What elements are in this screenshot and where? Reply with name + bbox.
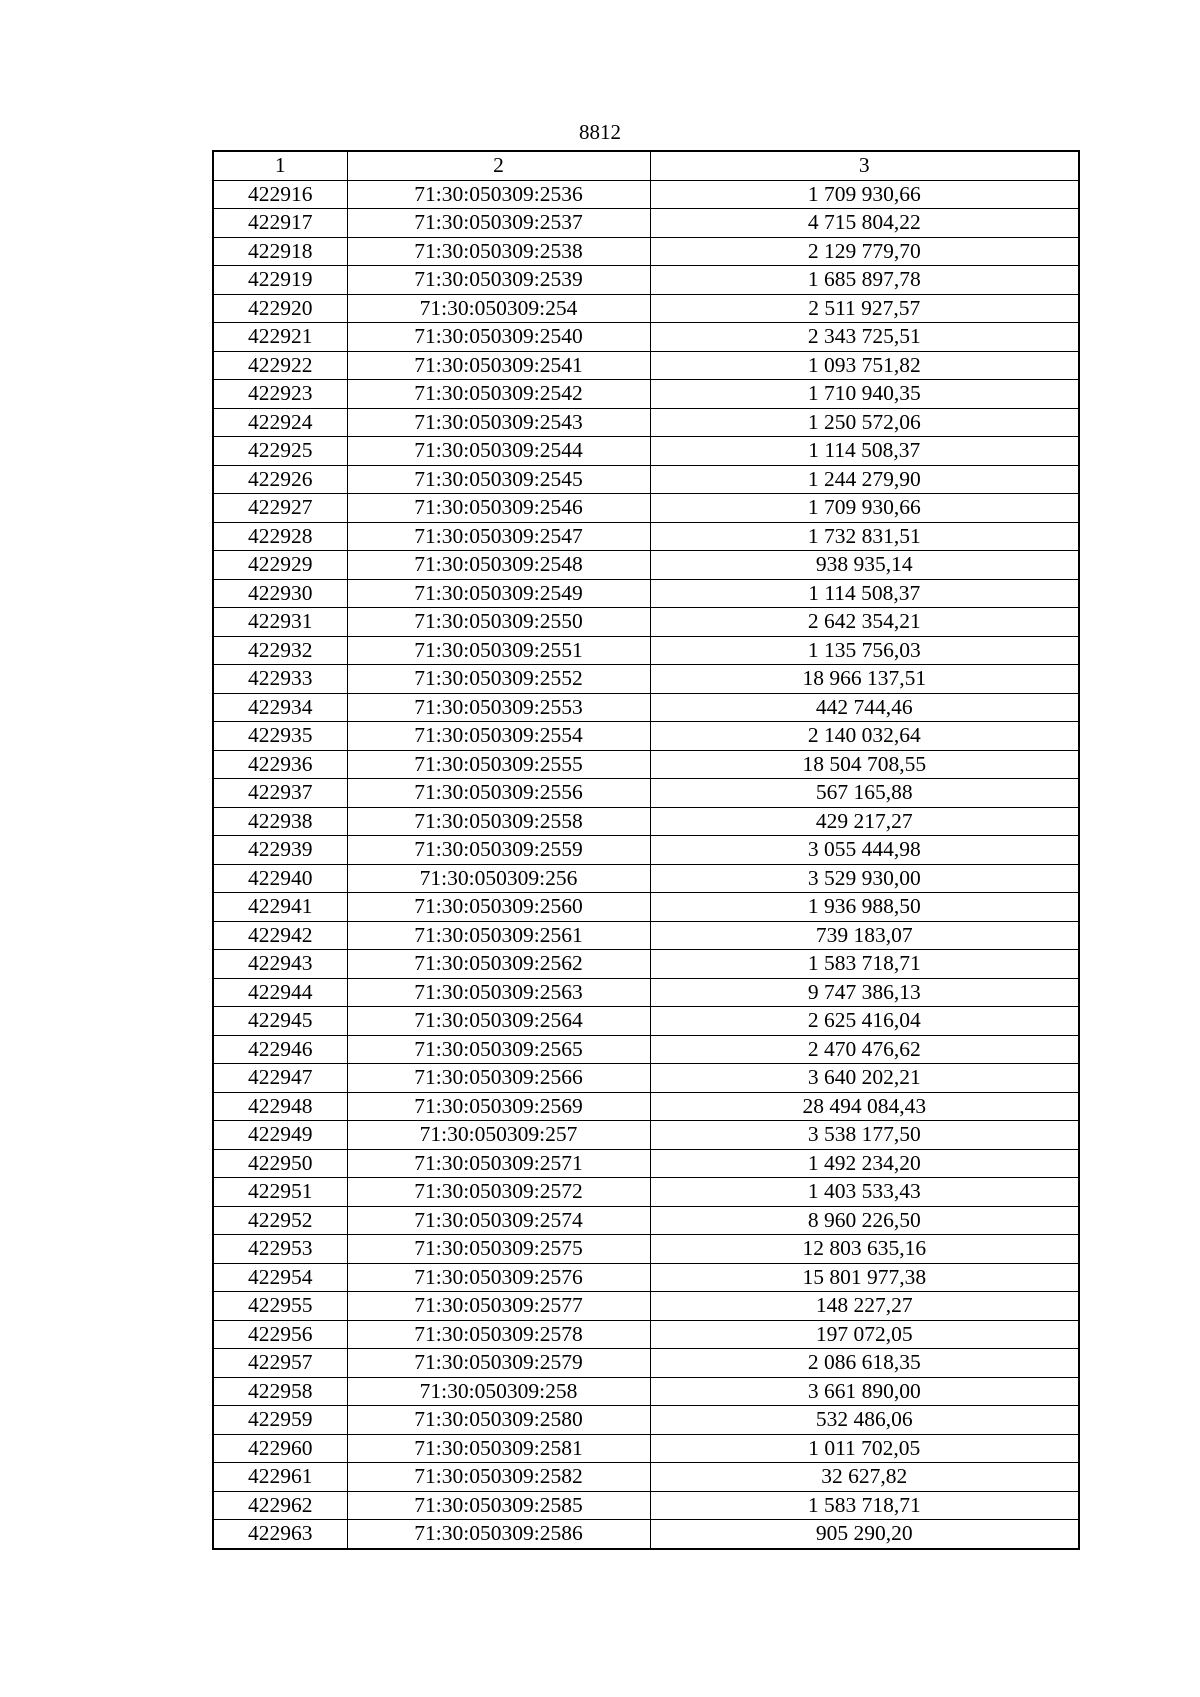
table-row xyxy=(213,294,1079,323)
table-row xyxy=(213,522,1079,551)
row-number-cell: 422943 xyxy=(213,950,347,979)
cadastral-number-cell: 71:30:050309:2563 xyxy=(347,978,650,1007)
value-cell: 28 494 084,43 xyxy=(650,1092,1079,1121)
row-number-cell: 422936 xyxy=(213,750,347,779)
table-row xyxy=(213,551,1079,580)
value-cell: 18 966 137,51 xyxy=(650,665,1079,694)
row-number-cell: 422960 xyxy=(213,1434,347,1463)
cadastral-number-cell: 71:30:050309:2572 xyxy=(347,1178,650,1207)
cadastral-number-cell: 71:30:050309:2577 xyxy=(347,1292,650,1321)
row-number-cell: 422933 xyxy=(213,665,347,694)
column-header: 2 xyxy=(347,151,650,180)
table-row xyxy=(213,1178,1079,1207)
table-row xyxy=(213,1035,1079,1064)
cadastral-number-cell: 71:30:050309:2560 xyxy=(347,893,650,922)
table-row xyxy=(213,978,1079,1007)
row-number-cell: 422924 xyxy=(213,408,347,437)
cadastral-number-cell: 71:30:050309:2544 xyxy=(347,437,650,466)
table-row xyxy=(213,1434,1079,1463)
cadastral-number-cell: 71:30:050309:2555 xyxy=(347,750,650,779)
value-cell: 12 803 635,16 xyxy=(650,1235,1079,1264)
row-number-cell: 422937 xyxy=(213,779,347,808)
table-row xyxy=(213,351,1079,380)
table-row xyxy=(213,1349,1079,1378)
row-number-cell: 422935 xyxy=(213,722,347,751)
value-cell: 2 129 779,70 xyxy=(650,237,1079,266)
row-number-cell: 422923 xyxy=(213,380,347,409)
table-row xyxy=(213,1320,1079,1349)
value-cell: 1 244 279,90 xyxy=(650,465,1079,494)
row-number-cell: 422925 xyxy=(213,437,347,466)
cadastral-number-cell: 71:30:050309:2586 xyxy=(347,1520,650,1549)
row-number-cell: 422953 xyxy=(213,1235,347,1264)
value-cell: 1 135 756,03 xyxy=(650,636,1079,665)
row-number-cell: 422938 xyxy=(213,807,347,836)
value-cell: 1 685 897,78 xyxy=(650,266,1079,295)
cadastral-number-cell: 71:30:050309:2580 xyxy=(347,1406,650,1435)
table-row xyxy=(213,864,1079,893)
cadastral-number-cell: 71:30:050309:256 xyxy=(347,864,650,893)
value-cell: 1 709 930,66 xyxy=(650,180,1079,209)
cadastral-number-cell: 71:30:050309:2585 xyxy=(347,1491,650,1520)
value-cell: 18 504 708,55 xyxy=(650,750,1079,779)
table-row xyxy=(213,1235,1079,1264)
row-number-cell: 422926 xyxy=(213,465,347,494)
value-cell: 2 086 618,35 xyxy=(650,1349,1079,1378)
cadastral-number-cell: 71:30:050309:2553 xyxy=(347,693,650,722)
table-body xyxy=(213,151,1079,1549)
row-number-cell: 422959 xyxy=(213,1406,347,1435)
value-cell: 1 011 702,05 xyxy=(650,1434,1079,1463)
row-number-cell: 422948 xyxy=(213,1092,347,1121)
cadastral-number-cell: 71:30:050309:2554 xyxy=(347,722,650,751)
value-cell: 1 583 718,71 xyxy=(650,950,1079,979)
table-row xyxy=(213,1149,1079,1178)
row-number-cell: 422930 xyxy=(213,579,347,608)
row-number-cell: 422916 xyxy=(213,180,347,209)
row-number-cell: 422950 xyxy=(213,1149,347,1178)
value-cell: 1 114 508,37 xyxy=(650,579,1079,608)
cadastral-number-cell: 71:30:050309:2541 xyxy=(347,351,650,380)
row-number-cell: 422952 xyxy=(213,1206,347,1235)
value-cell: 1 732 831,51 xyxy=(650,522,1079,551)
value-cell: 2 625 416,04 xyxy=(650,1007,1079,1036)
cadastral-number-cell: 71:30:050309:2545 xyxy=(347,465,650,494)
table-row xyxy=(213,1520,1079,1549)
cadastral-number-cell: 71:30:050309:2576 xyxy=(347,1263,650,1292)
table-row xyxy=(213,494,1079,523)
row-number-cell: 422934 xyxy=(213,693,347,722)
row-number-cell: 422963 xyxy=(213,1520,347,1549)
table-row xyxy=(213,893,1079,922)
table-row xyxy=(213,1064,1079,1093)
cadastral-number-cell: 71:30:050309:2551 xyxy=(347,636,650,665)
cadastral-number-cell: 71:30:050309:2549 xyxy=(347,579,650,608)
cadastral-number-cell: 71:30:050309:2581 xyxy=(347,1434,650,1463)
cadastral-number-cell: 71:30:050309:2556 xyxy=(347,779,650,808)
value-cell: 148 227,27 xyxy=(650,1292,1079,1321)
value-cell: 442 744,46 xyxy=(650,693,1079,722)
table-row xyxy=(213,836,1079,865)
cadastral-number-cell: 71:30:050309:2566 xyxy=(347,1064,650,1093)
value-cell: 1 709 930,66 xyxy=(650,494,1079,523)
table-row xyxy=(213,1263,1079,1292)
table-row xyxy=(213,180,1079,209)
row-number-cell: 422941 xyxy=(213,893,347,922)
table-row xyxy=(213,579,1079,608)
table-row xyxy=(213,323,1079,352)
row-number-cell: 422922 xyxy=(213,351,347,380)
table-row xyxy=(213,237,1079,266)
cadastral-number-cell: 71:30:050309:2564 xyxy=(347,1007,650,1036)
row-number-cell: 422917 xyxy=(213,209,347,238)
table-header-row xyxy=(213,151,1079,180)
table-row xyxy=(213,408,1079,437)
cadastral-number-cell: 71:30:050309:2546 xyxy=(347,494,650,523)
value-cell: 567 165,88 xyxy=(650,779,1079,808)
row-number-cell: 422939 xyxy=(213,836,347,865)
table-row xyxy=(213,1292,1079,1321)
cadastral-number-cell: 71:30:050309:2561 xyxy=(347,921,650,950)
row-number-cell: 422919 xyxy=(213,266,347,295)
row-number-cell: 422931 xyxy=(213,608,347,637)
value-cell: 2 470 476,62 xyxy=(650,1035,1079,1064)
value-cell: 2 511 927,57 xyxy=(650,294,1079,323)
row-number-cell: 422951 xyxy=(213,1178,347,1207)
cadastral-number-cell: 71:30:050309:2543 xyxy=(347,408,650,437)
value-cell: 1 583 718,71 xyxy=(650,1491,1079,1520)
row-number-cell: 422958 xyxy=(213,1377,347,1406)
row-number-cell: 422942 xyxy=(213,921,347,950)
table-row xyxy=(213,807,1079,836)
value-cell: 3 538 177,50 xyxy=(650,1121,1079,1150)
value-cell: 1 114 508,37 xyxy=(650,437,1079,466)
value-cell: 3 529 930,00 xyxy=(650,864,1079,893)
cadastral-number-cell: 71:30:050309:2552 xyxy=(347,665,650,694)
row-number-cell: 422940 xyxy=(213,864,347,893)
table-row xyxy=(213,1121,1079,1150)
row-number-cell: 422929 xyxy=(213,551,347,580)
cadastral-number-cell: 71:30:050309:2538 xyxy=(347,237,650,266)
column-header: 1 xyxy=(213,151,347,180)
row-number-cell: 422945 xyxy=(213,1007,347,1036)
cadastral-number-cell: 71:30:050309:2569 xyxy=(347,1092,650,1121)
cadastral-number-cell: 71:30:050309:2582 xyxy=(347,1463,650,1492)
row-number-cell: 422932 xyxy=(213,636,347,665)
row-number-cell: 422962 xyxy=(213,1491,347,1520)
table-row xyxy=(213,380,1079,409)
cadastral-number-cell: 71:30:050309:2565 xyxy=(347,1035,650,1064)
value-cell: 429 217,27 xyxy=(650,807,1079,836)
table-row xyxy=(213,608,1079,637)
cadastral-number-cell: 71:30:050309:2539 xyxy=(347,266,650,295)
cadastral-number-cell: 71:30:050309:2579 xyxy=(347,1349,650,1378)
table-row xyxy=(213,693,1079,722)
cadastral-number-cell: 71:30:050309:257 xyxy=(347,1121,650,1150)
row-number-cell: 422955 xyxy=(213,1292,347,1321)
value-cell: 3 055 444,98 xyxy=(650,836,1079,865)
cadastral-number-cell: 71:30:050309:2562 xyxy=(347,950,650,979)
value-cell: 2 642 354,21 xyxy=(650,608,1079,637)
cadastral-number-cell: 71:30:050309:2536 xyxy=(347,180,650,209)
table-row xyxy=(213,750,1079,779)
value-cell: 15 801 977,38 xyxy=(650,1263,1079,1292)
row-number-cell: 422957 xyxy=(213,1349,347,1378)
row-number-cell: 422927 xyxy=(213,494,347,523)
row-number-cell: 422961 xyxy=(213,1463,347,1492)
row-number-cell: 422949 xyxy=(213,1121,347,1150)
cadastral-number-cell: 71:30:050309:2558 xyxy=(347,807,650,836)
value-cell: 3 661 890,00 xyxy=(650,1377,1079,1406)
row-number-cell: 422928 xyxy=(213,522,347,551)
value-cell: 532 486,06 xyxy=(650,1406,1079,1435)
row-number-cell: 422947 xyxy=(213,1064,347,1093)
cadastral-number-cell: 71:30:050309:2540 xyxy=(347,323,650,352)
cadastral-number-cell: 71:30:050309:254 xyxy=(347,294,650,323)
table-row xyxy=(213,1406,1079,1435)
value-cell: 8 960 226,50 xyxy=(650,1206,1079,1235)
table-row xyxy=(213,1377,1079,1406)
cadastral-number-cell: 71:30:050309:2574 xyxy=(347,1206,650,1235)
value-cell: 1 492 234,20 xyxy=(650,1149,1079,1178)
value-cell: 197 072,05 xyxy=(650,1320,1079,1349)
cadastral-number-cell: 71:30:050309:258 xyxy=(347,1377,650,1406)
table-row xyxy=(213,722,1079,751)
table-row xyxy=(213,1491,1079,1520)
table-row xyxy=(213,1092,1079,1121)
value-cell: 1 936 988,50 xyxy=(650,893,1079,922)
cadastral-number-cell: 71:30:050309:2547 xyxy=(347,522,650,551)
table-row xyxy=(213,1463,1079,1492)
row-number-cell: 422956 xyxy=(213,1320,347,1349)
cadastral-number-cell: 71:30:050309:2537 xyxy=(347,209,650,238)
table-row xyxy=(213,779,1079,808)
value-cell: 1 403 533,43 xyxy=(650,1178,1079,1207)
table-row xyxy=(213,950,1079,979)
table-row xyxy=(213,636,1079,665)
table-row xyxy=(213,921,1079,950)
value-cell: 1 250 572,06 xyxy=(650,408,1079,437)
cadastral-number-cell: 71:30:050309:2550 xyxy=(347,608,650,637)
table-row xyxy=(213,665,1079,694)
page-number: 8812 xyxy=(579,120,621,144)
cadastral-number-cell: 71:30:050309:2548 xyxy=(347,551,650,580)
table-row xyxy=(213,465,1079,494)
cadastral-number-cell: 71:30:050309:2542 xyxy=(347,380,650,409)
table-row xyxy=(213,1206,1079,1235)
value-cell: 938 935,14 xyxy=(650,551,1079,580)
value-cell: 32 627,82 xyxy=(650,1463,1079,1492)
value-cell: 1 710 940,35 xyxy=(650,380,1079,409)
cadastral-number-cell: 71:30:050309:2559 xyxy=(347,836,650,865)
value-cell: 905 290,20 xyxy=(650,1520,1079,1549)
row-number-cell: 422946 xyxy=(213,1035,347,1064)
cadastral-number-cell: 71:30:050309:2575 xyxy=(347,1235,650,1264)
column-header: 3 xyxy=(650,151,1079,180)
table-row xyxy=(213,209,1079,238)
value-cell: 4 715 804,22 xyxy=(650,209,1079,238)
value-cell: 3 640 202,21 xyxy=(650,1064,1079,1093)
value-cell: 2 343 725,51 xyxy=(650,323,1079,352)
row-number-cell: 422921 xyxy=(213,323,347,352)
row-number-cell: 422954 xyxy=(213,1263,347,1292)
value-cell: 1 093 751,82 xyxy=(650,351,1079,380)
row-number-cell: 422920 xyxy=(213,294,347,323)
data-table xyxy=(212,150,1080,1550)
value-cell: 739 183,07 xyxy=(650,921,1079,950)
table-row xyxy=(213,437,1079,466)
table-row xyxy=(213,266,1079,295)
table-row xyxy=(213,1007,1079,1036)
cadastral-number-cell: 71:30:050309:2578 xyxy=(347,1320,650,1349)
value-cell: 9 747 386,13 xyxy=(650,978,1079,1007)
value-cell: 2 140 032,64 xyxy=(650,722,1079,751)
row-number-cell: 422944 xyxy=(213,978,347,1007)
row-number-cell: 422918 xyxy=(213,237,347,266)
cadastral-number-cell: 71:30:050309:2571 xyxy=(347,1149,650,1178)
